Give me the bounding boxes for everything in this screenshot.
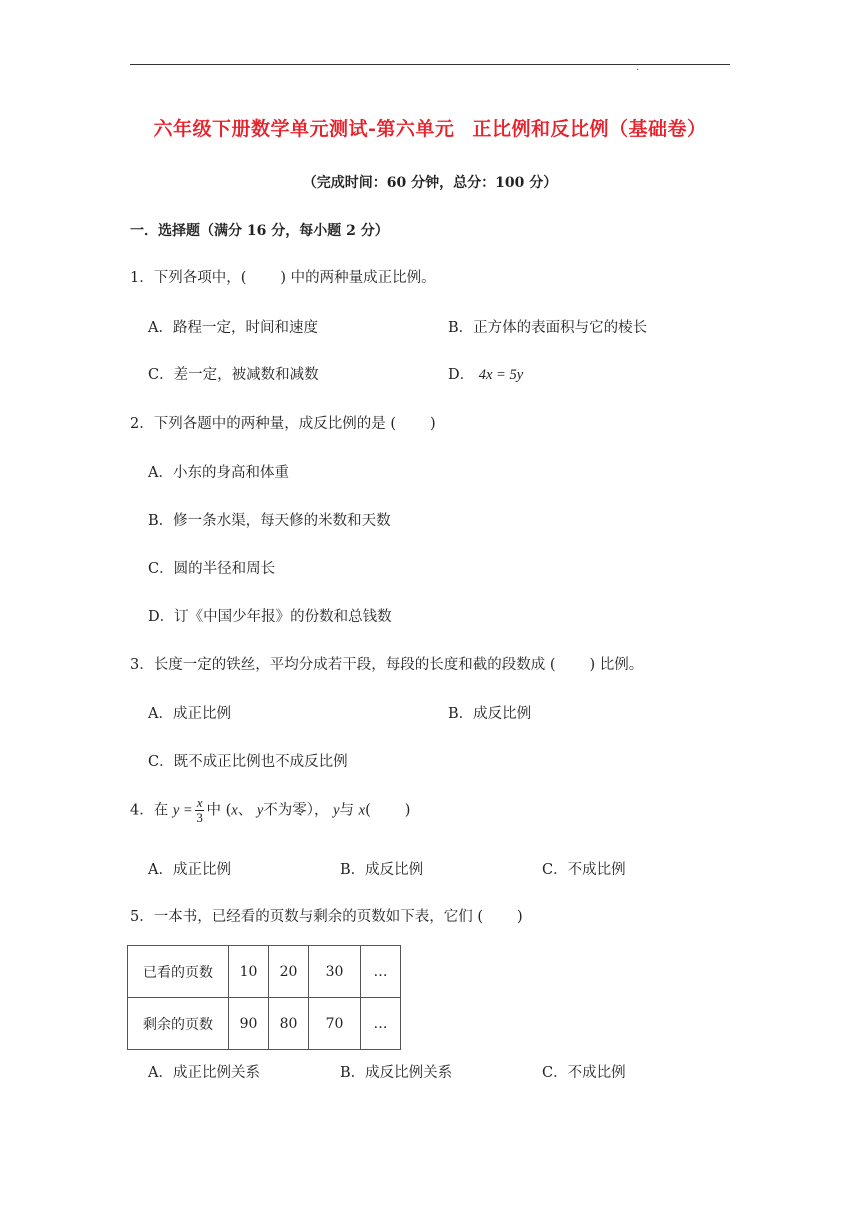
q4-var-y2: y xyxy=(333,802,340,819)
title-part2: 正比例和反比例（基础卷） xyxy=(472,118,707,140)
table-cell: 70 xyxy=(309,998,361,1050)
q1-option-a: A．路程一定，时间和速度 xyxy=(148,320,318,336)
row-label-remaining: 剩余的页数 xyxy=(128,998,229,1050)
q4-stem-open: ( xyxy=(365,802,371,819)
table-cell: 80 xyxy=(269,998,309,1050)
q2-option-b: B．修一条水渠，每天修的米数和天数 xyxy=(148,513,391,529)
q4-stem-with: 与 xyxy=(339,802,355,819)
question-4-stem xyxy=(130,796,410,825)
q1-option-d xyxy=(448,363,523,384)
q4-fraction-denominator: 3 xyxy=(196,810,203,825)
q2-option-d: D．订《中国少年报》的份数和总钱数 xyxy=(148,609,392,625)
q1-option-b: B．正方体的表面积与它的棱长 xyxy=(448,320,648,336)
q4-fraction-numerator: x xyxy=(196,795,203,810)
title-part1: 六年级下册数学单元测试-第六单元 xyxy=(153,118,455,140)
table-cell: 30 xyxy=(309,946,361,998)
table-cell: … xyxy=(361,998,401,1050)
q3-stem-a: 3．长度一定的铁丝，平均分成若干段，每段的长度和截的段数成 ( xyxy=(130,657,556,673)
q4-stem-nonzero: 不为零）， xyxy=(263,802,329,819)
question-5-stem xyxy=(130,905,523,926)
q3-option-a: A．成正比例 xyxy=(148,706,231,722)
question-2-stem xyxy=(130,412,436,433)
q4-var-x: x xyxy=(231,802,238,819)
q2-option-a: A．小东的身高和体重 xyxy=(148,465,289,481)
q4-fraction xyxy=(195,796,205,825)
header-mark: . xyxy=(636,62,640,73)
q1-option-d-label: D． xyxy=(448,367,475,383)
table-cell: … xyxy=(361,946,401,998)
q4-option-c: C．不成比例 xyxy=(542,862,626,878)
q1-option-d-math: 4x = 5y xyxy=(478,367,524,383)
q5-option-c: C．不成比例 xyxy=(542,1065,626,1081)
table-cell: 90 xyxy=(229,998,269,1050)
page-title xyxy=(0,114,860,141)
q3-stem-b: ) 比例。 xyxy=(589,657,644,673)
q2-option-c: C．圆的半径和周长 xyxy=(148,561,276,577)
q4-option-a: A．成正比例 xyxy=(148,862,231,878)
q5-stem-a: 5．一本书，已经看的页数与剩余的页数如下表，它们 ( xyxy=(130,909,483,925)
q4-stem-close: ) xyxy=(404,802,411,819)
q4-var-x2: x xyxy=(358,802,366,819)
q3-option-b: B．成反比例 xyxy=(448,706,532,722)
table-row xyxy=(128,998,401,1050)
q2-stem-a: 2．下列各题中的两种量，成反比例的是 ( xyxy=(130,416,396,432)
q2-stem-b: ) xyxy=(430,416,436,432)
q4-stem-mid: 中 ( xyxy=(206,802,232,819)
table-cell: 10 xyxy=(229,946,269,998)
section-heading: 一．选择题（满分 16 分，每小题 2 分） xyxy=(130,223,389,239)
question-1-stem xyxy=(130,266,436,287)
q4-separator: 、 xyxy=(237,802,253,819)
q4-equation-lhs: y = xyxy=(172,802,193,819)
table-cell: 20 xyxy=(269,946,309,998)
q4-option-b: B．成反比例 xyxy=(340,862,424,878)
q1-stem-b: ) 中的两种量成正比例。 xyxy=(280,270,436,286)
q3-option-c: C．既不成正比例也不成反比例 xyxy=(148,754,348,770)
q5-stem-b: ) xyxy=(517,909,523,925)
table-row xyxy=(128,946,401,998)
q5-option-b: B．成反比例关系 xyxy=(340,1065,453,1081)
row-label-read: 已看的页数 xyxy=(128,946,229,998)
q4-stem-pre: 4．在 xyxy=(130,802,169,819)
pages-table xyxy=(127,945,401,1050)
page-subtitle: （完成时间：60 分钟，总分：100 分） xyxy=(302,175,558,191)
header-rule xyxy=(130,64,730,65)
question-3-stem xyxy=(130,653,643,674)
q1-option-c: C．差一定，被减数和减数 xyxy=(148,367,319,383)
q4-var-y: y xyxy=(256,802,264,819)
q1-stem-a: 1．下列各项中，( xyxy=(130,270,247,286)
q5-option-a: A．成正比例关系 xyxy=(148,1065,260,1081)
